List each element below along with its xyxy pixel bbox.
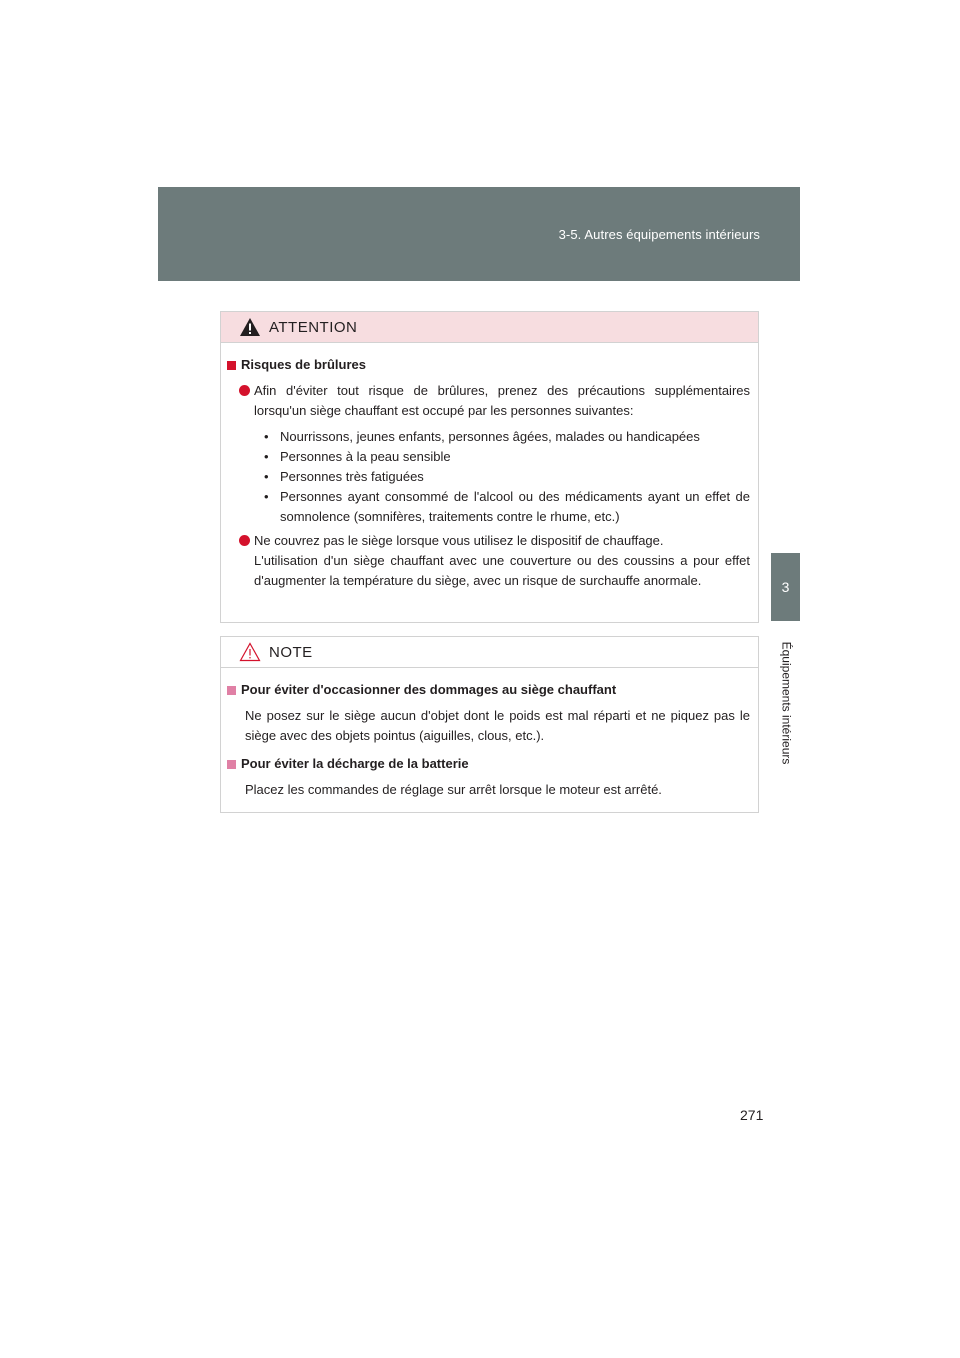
attention-item [239, 531, 750, 591]
square-bullet-icon [227, 760, 236, 769]
attention-sub-list [254, 427, 750, 527]
attention-item2-line2: L'utilisation d'un siège chauffant avec une couverture ou des coussins a pour effet d'augmenter la température du siège, avec un risque de surchauffe anormale. [254, 553, 750, 588]
warning-icon [239, 317, 261, 337]
attention-heading [227, 355, 750, 375]
list-item: • Personnes ayant consommé de l'alcool ou des médicaments ayant un effet de somnolence (somnifères, traitements contre le rhume, etc.) [264, 489, 750, 524]
attention-content [221, 343, 758, 591]
page-number: 271 [740, 1107, 764, 1123]
note-heading-2: Pour éviter la décharge de la batterie [227, 754, 750, 774]
attention-item2-line1: Ne couvrez pas le siège lorsque vous utilisez le dispositif de chauffage. [254, 533, 664, 548]
list-item: • Personnes très fatiguées [264, 469, 424, 484]
circle-bullet-icon [239, 535, 250, 546]
chapter-number: 3 [781, 579, 790, 595]
note-text-1: Ne posez sur le siège aucun d'objet dont le poids est mal réparti et ne piquez pas le siège avec des objets pointus (aiguilles, clous, etc.). [245, 708, 750, 743]
attention-item1-text: Afin d'éviter tout risque de brûlures, prenez des précautions supplémentaires lorsqu'un siège chauffant est occupé par les personnes suivantes: [254, 383, 750, 418]
chapter-label: Équipements intérieurs [779, 641, 794, 765]
note-text-2: Placez les commandes de réglage sur arrêt lorsque le moteur est arrêté. [245, 782, 662, 797]
attention-header [221, 312, 758, 343]
note-box [220, 636, 759, 813]
caution-icon [239, 642, 261, 662]
chapter-label-container [776, 630, 796, 776]
note-heading-1: Pour éviter d'occasionner des dommages au siège chauffant [227, 680, 750, 700]
square-bullet-icon [227, 361, 236, 370]
attention-box [220, 311, 759, 623]
note-title: NOTE [269, 643, 313, 661]
circle-bullet-icon [239, 385, 250, 396]
chapter-tab [771, 553, 800, 621]
attention-heading-text: Risques de brûlures [241, 357, 366, 372]
square-bullet-icon [227, 686, 236, 695]
attention-item [239, 381, 750, 531]
note-header [221, 637, 758, 668]
list-item: • Personnes à la peau sensible [264, 449, 451, 464]
attention-title: ATTENTION [269, 318, 358, 336]
list-item: • Nourrissons, jeunes enfants, personnes âgées, malades ou handicapées [264, 429, 700, 444]
section-title: 3-5. Autres équipements intérieurs [558, 227, 760, 242]
note-content [221, 668, 758, 800]
header-band [158, 187, 800, 281]
